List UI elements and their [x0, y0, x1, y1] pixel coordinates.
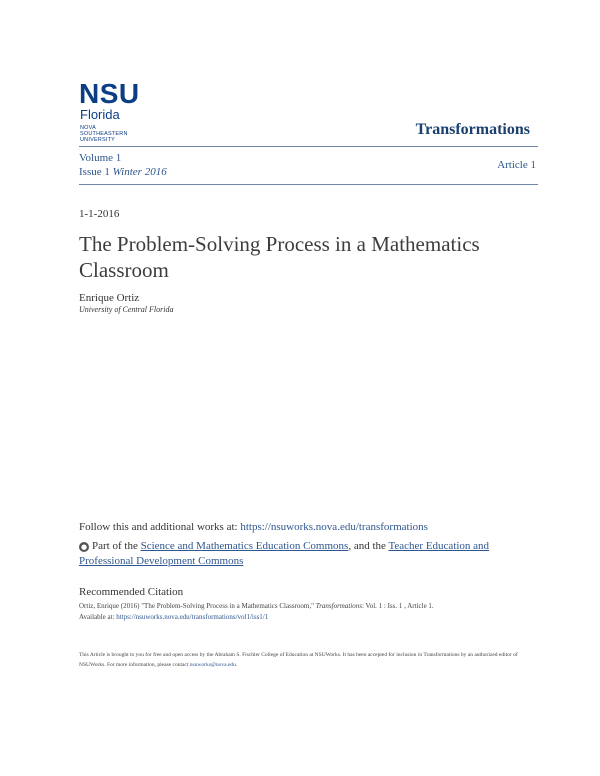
collection-url-link[interactable]: https://nsuworks.nova.edu/transformations — [240, 521, 428, 533]
part-of-line — [79, 539, 519, 569]
citation-body-2: : Vol. 1 : Iss. 1 , Article 1. — [361, 602, 434, 610]
commons-icon: ● — [80, 543, 88, 551]
follow-text: Follow this and additional works at: — [79, 521, 241, 533]
citation-available: Available at: — [79, 613, 117, 621]
author-affiliation: University of Central Florida — [79, 305, 174, 314]
nsu-logo-wordmark: NSU — [79, 78, 140, 109]
part-of-prefix: Part of the — [92, 540, 141, 552]
recommended-citation-heading: Recommended Citation — [79, 586, 184, 598]
volume-link[interactable]: Volume 1 — [79, 152, 122, 164]
citation-journal: Transformations — [315, 602, 362, 610]
nsu-logo-subtitle: NOVA SOUTHEASTERN UNIVERSITY — [80, 125, 128, 143]
citation-url-link[interactable]: https://nsuworks.nova.edu/transformations/vol1/iss1/1 — [116, 613, 269, 621]
teacher-education-commons-link[interactable]: Teacher Education and Professional Development Commons — [79, 540, 490, 567]
access-notice — [79, 650, 529, 670]
article-number-link[interactable]: Article 1 — [497, 159, 536, 171]
contact-email-link[interactable]: nsuworks@nova.edu — [189, 662, 236, 668]
publication-date: 1-1-2016 — [79, 208, 120, 220]
notice-text: This Article is brought to you for free and open access by the Abraham S. Fischler College of Education at NSUWorks. It has been accepted for inclusion in Transformations by an authorized editor of NSUWorks. For more information, please contact — [79, 652, 518, 668]
citation-body: Ortiz, Enrique (2016) "The Problem-Solving Process in a Mathematics Classroom," — [79, 602, 316, 610]
notice-end: . — [235, 662, 238, 668]
issue-link[interactable]: Issue 1 — [79, 166, 110, 178]
issue-line — [79, 165, 167, 179]
season-link[interactable]: Winter 2016 — [112, 166, 167, 178]
follow-line — [79, 521, 428, 533]
header-divider — [79, 146, 538, 147]
header-divider-bottom — [79, 184, 538, 185]
article-title: The Problem-Solving Process in a Mathematics Classroom — [79, 232, 480, 282]
part-of-middle: , and the — [348, 540, 389, 552]
author-name: Enrique Ortiz — [79, 292, 140, 304]
science-math-commons-link[interactable]: Science and Mathematics Education Commons — [140, 540, 349, 552]
journal-title-link[interactable]: Transformations — [415, 121, 530, 138]
nsu-logo-florida: Florida — [80, 107, 120, 122]
citation-text — [79, 601, 529, 623]
